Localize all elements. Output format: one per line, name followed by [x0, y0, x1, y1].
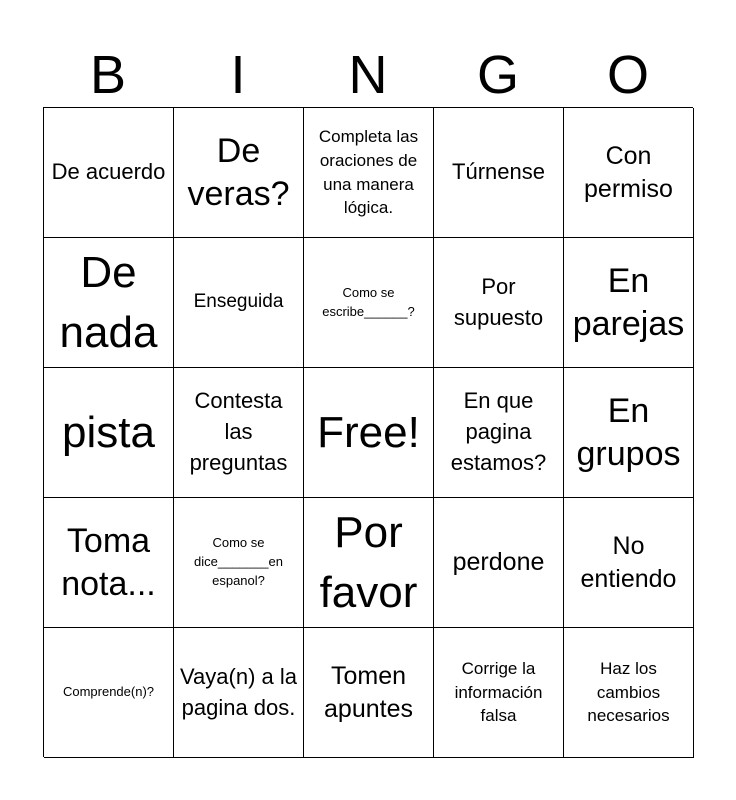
bingo-cell[interactable]: En grupos [564, 368, 694, 498]
bingo-cell[interactable]: Como se escribe______? [304, 238, 434, 368]
bingo-cell[interactable]: Haz los cambios necesarios [564, 628, 694, 758]
bingo-cell[interactable]: pista [44, 368, 174, 498]
bingo-cell[interactable]: Completa las oraciones de una manera lógica. [304, 108, 434, 238]
header-letter-o: O [606, 45, 649, 105]
header-letter-n: N [348, 45, 388, 105]
bingo-grid [43, 107, 693, 757]
bingo-cell[interactable]: En parejas [564, 238, 694, 368]
bingo-cell[interactable]: De veras? [174, 108, 304, 238]
header-letter-g: G [476, 45, 519, 105]
bingo-cell[interactable]: Por favor [304, 498, 434, 628]
bingo-cell[interactable]: Por supuesto [434, 238, 564, 368]
bingo-cell[interactable]: Como se dice_______en espanol? [174, 498, 304, 628]
bingo-cell[interactable]: De nada [44, 238, 174, 368]
bingo-cell[interactable]: Con permiso [564, 108, 694, 238]
bingo-cell[interactable]: Corrige la información falsa [434, 628, 564, 758]
bingo-cell[interactable]: En que pagina estamos? [434, 368, 564, 498]
bingo-cell[interactable]: Enseguida [174, 238, 304, 368]
bingo-cell[interactable]: Tomen apuntes [304, 628, 434, 758]
bingo-cell[interactable]: perdone [434, 498, 564, 628]
free-space-cell[interactable]: Free! [304, 368, 434, 498]
header-letter-i: I [230, 45, 246, 105]
bingo-cell[interactable]: Toma nota... [44, 498, 174, 628]
header-letter-b: B [89, 45, 127, 105]
bingo-cell[interactable]: No entiendo [564, 498, 694, 628]
bingo-cell[interactable]: Túrnense [434, 108, 564, 238]
bingo-cell[interactable]: Comprende(n)? [44, 628, 174, 758]
bingo-cell[interactable]: De acuerdo [44, 108, 174, 238]
bingo-header [43, 40, 693, 110]
bingo-cell[interactable]: Contesta las preguntas [174, 368, 304, 498]
bingo-cell[interactable]: Vaya(n) a la pagina dos. [174, 628, 304, 758]
